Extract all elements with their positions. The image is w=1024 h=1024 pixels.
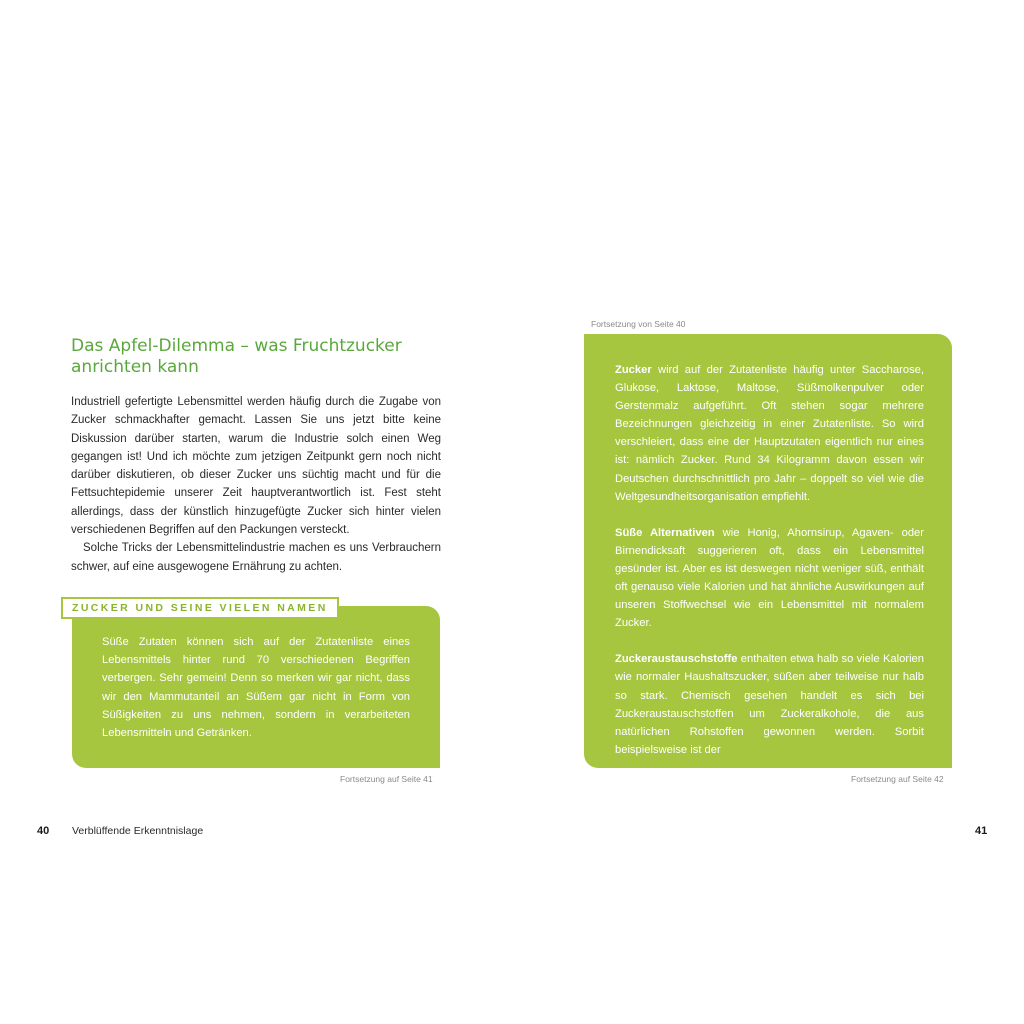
continuation-note: Fortsetzung auf Seite 41 — [340, 774, 433, 784]
page-number-left: 40 — [37, 825, 50, 837]
info-section — [615, 524, 924, 633]
info-section-heading: Zuckeraustauschstoffe — [615, 653, 738, 666]
info-section-text: wird auf der Zutatenliste häufig unter Saccharose, Glukose, Laktose, Maltose, Süßmolkenpulver oder Gerstenmalz aufgeführt. Oft stehen sogar mehrere Bezeichnungen gleichzeitig in einer Zutatenliste. So wird verschleiert, dass eine der Hauptzutaten eigentlich nur eines ist: nämlich Zucker. Rund 34 Kilogramm davon essen wir Deutschen durchschnittlich pro Jahr – doppelt so viel wie die Weltgesundheitsorganisation empfiehlt. — [615, 364, 924, 503]
info-box — [72, 606, 440, 768]
info-section-heading: Süße Alternativen — [615, 526, 715, 539]
section-title: Das Apfel-Dilemma – was Fruchtzucker anrichten kann — [71, 336, 402, 377]
continuation-from-note: Fortsetzung von Seite 40 — [591, 319, 686, 329]
body-text — [71, 393, 441, 576]
info-section-text: enthalten etwa halb so viele Kalorien wie normaler Haushaltszucker, süßen aber teilweise nur halb so stark. Chemisch gesehen handelt es sich bei Zuckeraustauschstoffen um Zuckeralkohole, die aus natürlichen Rohstoffen gewonnen werden. Sorbit beispielsweise ist der — [615, 653, 924, 756]
continuation-note: Fortsetzung auf Seite 42 — [851, 774, 944, 784]
info-box-text: Süße Zutaten können sich auf der Zutatenliste eines Lebensmittels hinter rund 70 verschiedenen Begriffen verbergen. Sehr gemein! Denn so merken wir gar nicht, dass wir den Mammutanteil an Süßem gar nicht in Form von Süßigkeiten zu uns nehmen, sondern in verarbeiteten Lebensmitteln und Getränken. — [102, 636, 410, 740]
info-box-label — [61, 597, 339, 619]
info-section — [615, 361, 924, 506]
info-box-label-text: ZUCKER UND SEINE VIELEN NAMEN — [72, 602, 328, 614]
chapter-title: Verblüffende Erkenntnislage — [72, 825, 204, 837]
info-section — [615, 650, 924, 759]
info-box-continued — [584, 334, 952, 768]
body-paragraph: Solche Tricks der Lebensmittelindustrie machen es uns Verbrauchern schwer, auf eine ausgewogene Ernährung zu achten. — [71, 542, 441, 573]
info-section-text: wie Honig, Ahornsirup, Agaven- oder Birnendicksaft suggerieren oft, dass ein Lebensmittel gesünder ist. Aber es ist deswegen nicht weniger süß, enthält oft genauso viele Kalorien und hat ähnliche Auswirkungen auf unseren Stoffwechsel wie ein Lebensmittel mit normalem Zucker. — [615, 526, 925, 630]
page-number-right: 41 — [975, 825, 988, 837]
body-paragraph: Industriell gefertigte Lebensmittel werden häufig durch die Zugabe von Zucker schmackhafter gemacht. Lassen Sie uns jetzt bitte keine Diskussion darüber starten, warum die Industrie solch einen Weg gegangen ist! Und ich möchte zum jetzigen Zeitpunkt gern noch nicht darüber diskutieren, ob dieser Zucker uns süchtig macht und für die Fettsuchtepidemie unserer Zeit hauptverantwortlich ist. Fest steht allerdings, dass der künstlich hinzugefügte Zucker sich hinter vielen verschiedenen Begriffen auf den Packungen versteckt. — [71, 396, 441, 537]
info-section-heading: Zucker — [615, 364, 652, 376]
info-box-continued-text — [615, 361, 924, 777]
